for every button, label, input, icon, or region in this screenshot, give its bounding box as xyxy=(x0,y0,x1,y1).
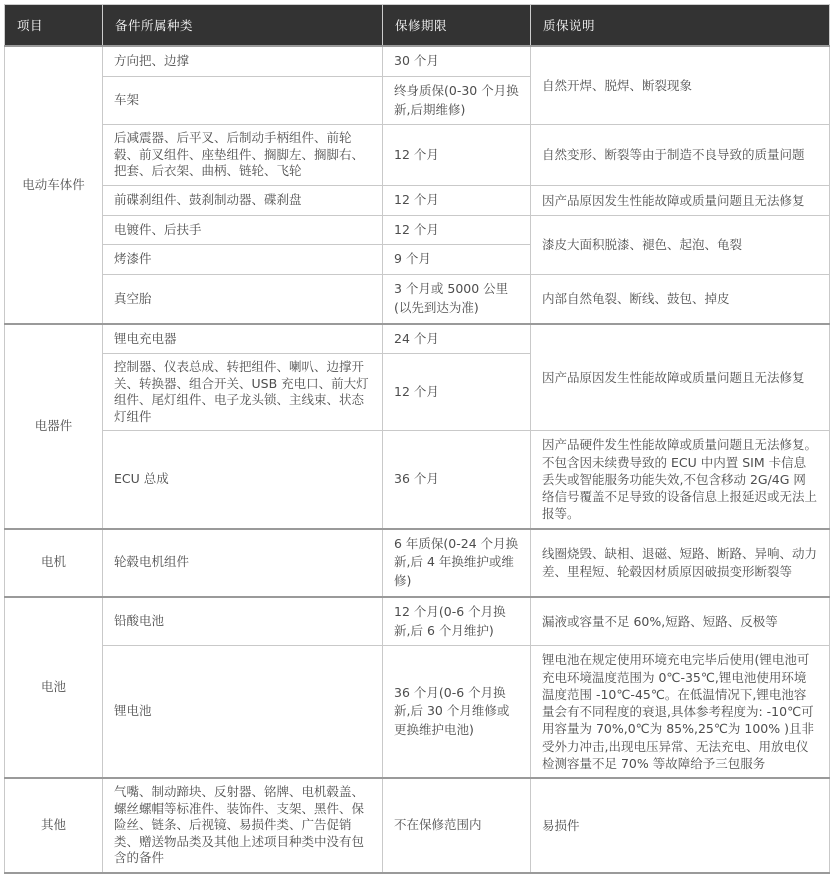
parts-cell: 锂电池 xyxy=(103,646,383,778)
warranty-period-cell: 3 个月或 5000 公里(以先到达为准) xyxy=(383,275,531,324)
table-row xyxy=(5,46,830,76)
warranty-desc-cell: 自然开焊、脱焊、断裂现象 xyxy=(531,46,830,125)
table-row xyxy=(5,185,830,215)
header-item: 项目 xyxy=(5,5,103,47)
warranty-desc-cell: 因产品原因发生性能故障或质量问题且无法修复 xyxy=(531,185,830,215)
parts-cell: 控制器、仪表总成、转把组件、喇叭、边撑开关、转换器、组合开关、USB 充电口、前大灯组件、尾灯组件、电子龙头锁、主线束、状态灯组件 xyxy=(103,354,383,431)
warranty-desc-cell: 锂电池在规定使用环境充电完毕后使用(锂电池可充电环境温度范围为 0℃-35℃,锂电池使用环境温度范围 -10℃-45℃。在低温情况下,锂电池容量会有不同程度的衰退,具体参考程度为: -10℃可用容量为 70%,0℃为 85%,25℃为 100% )且非受外力冲击,出现电压异常、无法充电、用放电仪检测容量不足 70% 等故障给予三包服务 xyxy=(531,646,830,778)
group-label-cell: 电器件 xyxy=(5,324,103,529)
warranty-period-cell: 终身质保(0-30 个月换新,后期维修) xyxy=(383,76,531,125)
warranty-desc-cell: 因产品原因发生性能故障或质量问题且无法修复 xyxy=(531,324,830,431)
table-row xyxy=(5,646,830,778)
header-warranty-description: 质保说明 xyxy=(531,5,830,47)
parts-cell: 前碟刹组件、鼓刹制动器、碟刹盘 xyxy=(103,185,383,215)
table-row xyxy=(5,431,830,529)
warranty-period-cell: 12 个月 xyxy=(383,354,531,431)
warranty-period-cell: 36 个月(0-6 个月换新,后 30 个月维修或更换维护电池) xyxy=(383,646,531,778)
table-row xyxy=(5,597,830,646)
parts-cell: 轮毂电机组件 xyxy=(103,529,383,597)
header-row xyxy=(5,5,830,47)
group-label-cell: 电机 xyxy=(5,529,103,597)
parts-cell: ECU 总成 xyxy=(103,431,383,529)
parts-cell: 锂电充电器 xyxy=(103,324,383,354)
warranty-desc-cell: 易损件 xyxy=(531,778,830,873)
warranty-desc-cell: 自然变形、断裂等由于制造不良导致的质量问题 xyxy=(531,125,830,186)
table-row xyxy=(5,125,830,186)
warranty-desc-cell: 漆皮大面积脱漆、褪色、起泡、龟裂 xyxy=(531,215,830,275)
table-row xyxy=(5,529,830,597)
group-label-cell: 其他 xyxy=(5,778,103,873)
warranty-period-cell: 12 个月 xyxy=(383,185,531,215)
parts-cell: 铅酸电池 xyxy=(103,597,383,646)
table-header xyxy=(5,5,830,47)
warranty-desc-cell: 内部自然龟裂、断线、鼓包、掉皮 xyxy=(531,275,830,324)
warranty-period-cell: 36 个月 xyxy=(383,431,531,529)
group-label-cell: 电池 xyxy=(5,597,103,778)
warranty-period-cell: 6 年质保(0-24 个月换新,后 4 年换维护或维修) xyxy=(383,529,531,597)
parts-cell: 真空胎 xyxy=(103,275,383,324)
parts-cell: 电镀件、后扶手 xyxy=(103,215,383,245)
parts-cell: 方向把、边撑 xyxy=(103,46,383,76)
warranty-period-cell: 24 个月 xyxy=(383,324,531,354)
warranty-period-cell: 12 个月 xyxy=(383,125,531,186)
parts-cell: 车架 xyxy=(103,76,383,125)
warranty-table xyxy=(4,4,830,874)
warranty-desc-cell: 线圈烧毁、缺相、退磁、短路、断路、异响、动力差、里程短、轮毂因材质原因破损变形断裂等 xyxy=(531,529,830,597)
warranty-period-cell: 不在保修范围内 xyxy=(383,778,531,873)
warranty-desc-cell: 漏液或容量不足 60%,短路、短路、反极等 xyxy=(531,597,830,646)
header-warranty-period: 保修期限 xyxy=(383,5,531,47)
warranty-period-cell: 12 个月(0-6 个月换新,后 6 个月维护) xyxy=(383,597,531,646)
table-row xyxy=(5,778,830,873)
warranty-period-cell: 12 个月 xyxy=(383,215,531,245)
header-part-category: 备件所属种类 xyxy=(103,5,383,47)
table-row xyxy=(5,324,830,354)
warranty-desc-cell: 因产品硬件发生性能故障或质量问题且无法修复。不包含因未续费导致的 ECU 中内置 SIM 卡信息丢失或智能服务功能失效,不包含移动 2G/4G 网络信号覆盖不足导致的设备信息上报延迟或无法上报等。 xyxy=(531,431,830,529)
table-row xyxy=(5,215,830,245)
warranty-period-cell: 30 个月 xyxy=(383,46,531,76)
group-label-cell: 电动车体件 xyxy=(5,46,103,324)
parts-cell: 烤漆件 xyxy=(103,245,383,275)
warranty-period-cell: 9 个月 xyxy=(383,245,531,275)
parts-cell: 后减震器、后平叉、后制动手柄组件、前轮毂、前叉组件、座垫组件、搁脚左、搁脚右、把套、后衣架、曲柄、链轮、飞轮 xyxy=(103,125,383,186)
parts-cell: 气嘴、制动蹄块、反射器、铭牌、电机毂盖、螺丝螺帽等标准件、装饰件、支架、黑件、保险丝、链条、后视镜、易损件类、广告促销类、赠送物品类及其他上述项目种类中没有包含的备件 xyxy=(103,778,383,873)
table-row xyxy=(5,275,830,324)
